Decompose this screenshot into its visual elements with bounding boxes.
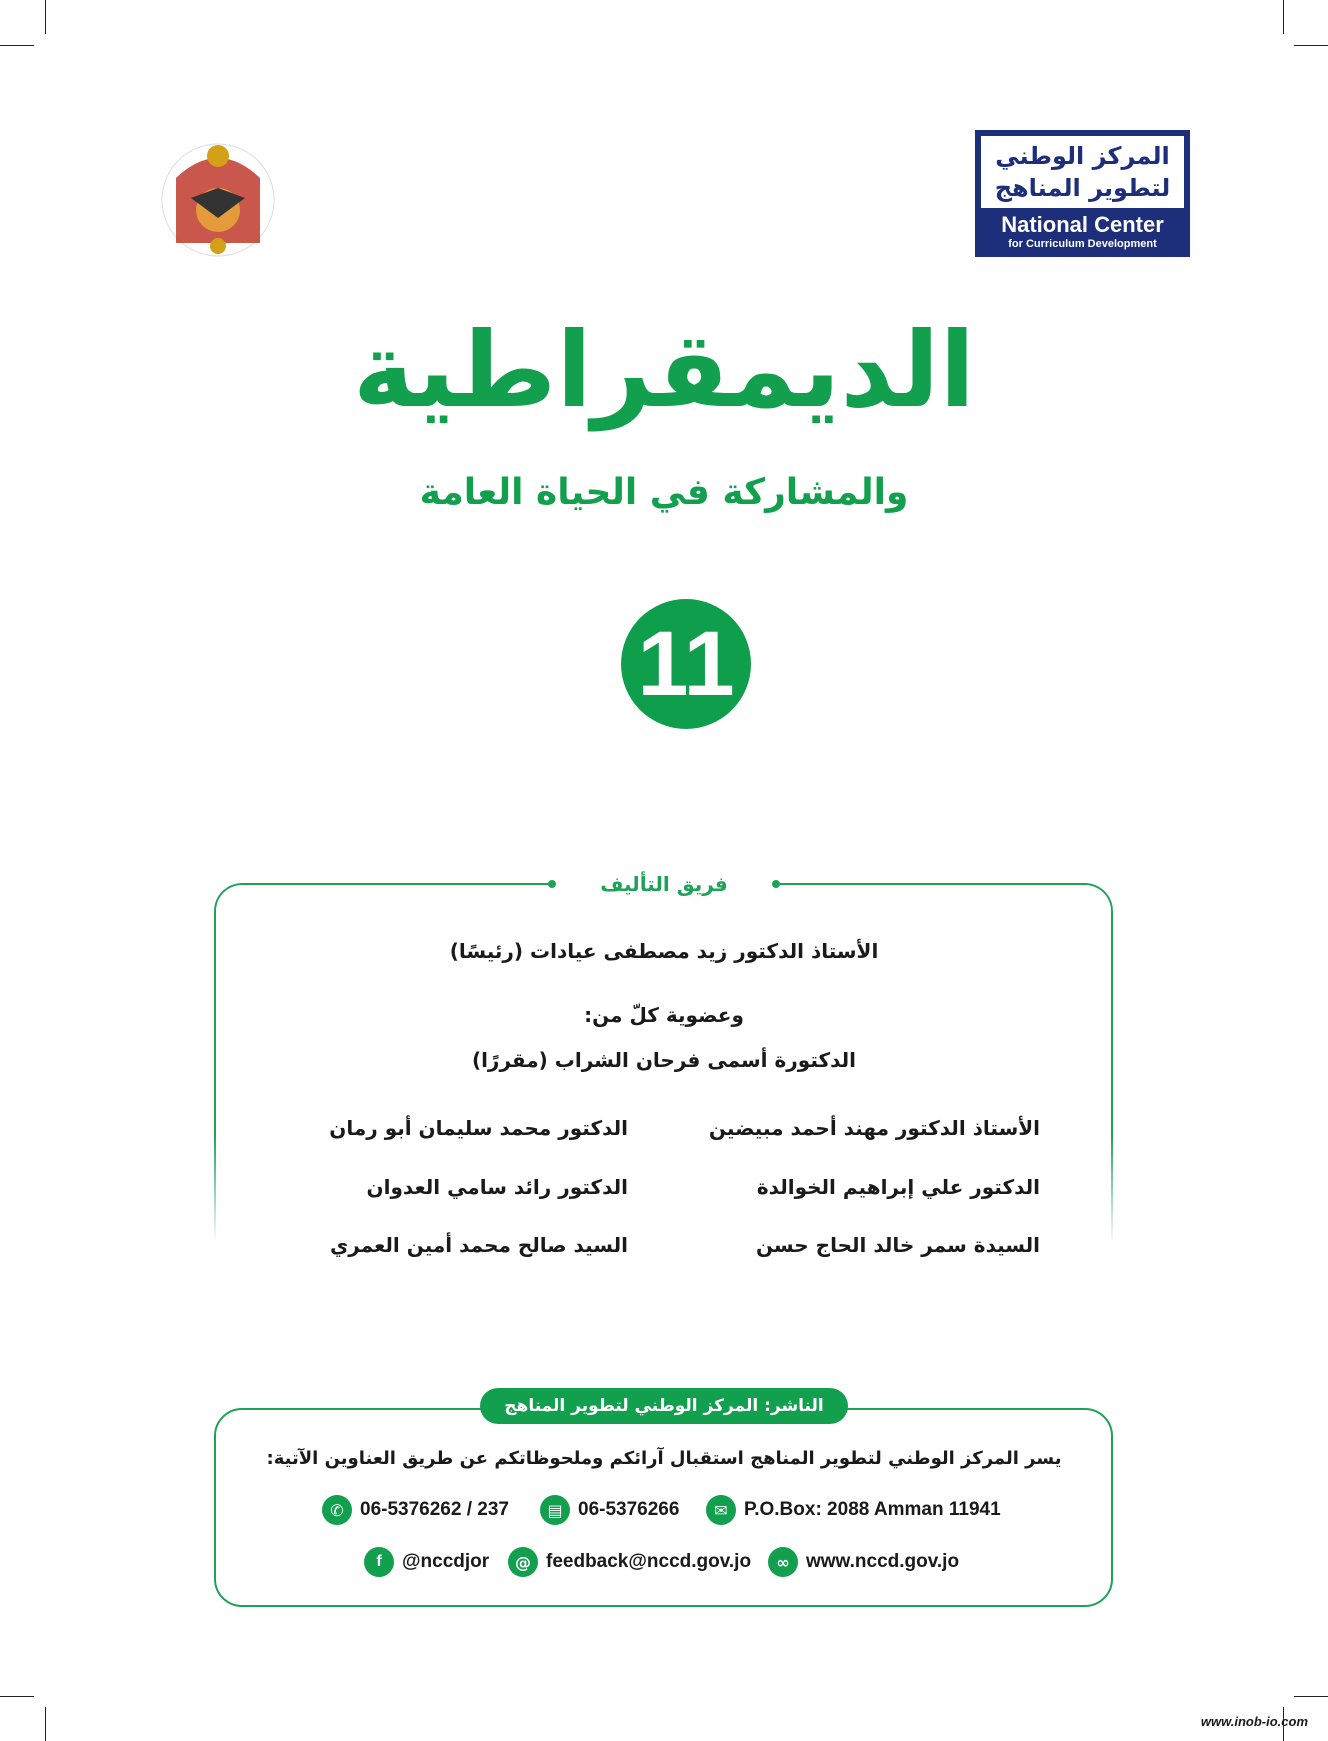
- contact-fax: [540, 1495, 679, 1525]
- contact-email[interactable]: [508, 1547, 751, 1577]
- email-link[interactable]: feedback@nccd.gov.jo: [546, 1551, 752, 1572]
- author-name: السيدة سمر خالد الحاج حسن: [755, 1233, 1040, 1257]
- contact-website[interactable]: [768, 1547, 959, 1577]
- author-name: السيد صالح محمد أمين العمري: [329, 1233, 628, 1257]
- link-icon: ∞: [768, 1547, 798, 1577]
- website-link[interactable]: www.nccd.gov.jo: [806, 1551, 960, 1572]
- contact-pobox: [706, 1495, 1001, 1525]
- mail-icon: ✉: [706, 1495, 736, 1525]
- contact-facebook[interactable]: [364, 1547, 489, 1577]
- author-name: الدكتور رائد سامي العدوان: [366, 1175, 628, 1199]
- crop-mark: [1283, 0, 1284, 34]
- contact-phone: [322, 1495, 509, 1525]
- crop-mark: [1294, 45, 1328, 46]
- author-chair: الأستاذ الدكتور زيد مصطفى عيادات (رئيسًا): [449, 939, 879, 963]
- watermark: www.inob-io.com: [1200, 1714, 1308, 1729]
- nccd-logo-english: National Center: [1001, 212, 1164, 237]
- grade-badge: 11: [621, 599, 751, 729]
- nccd-logo: [975, 130, 1190, 257]
- authors-label: فريق التأليف: [600, 872, 728, 896]
- at-icon: @: [508, 1547, 538, 1577]
- phone-icon: ✆: [322, 1495, 352, 1525]
- book-title: الديمقراطية: [352, 309, 976, 431]
- fax-text: 06-5376266: [578, 1499, 680, 1520]
- author-name: الأستاذ الدكتور مهند أحمد مبيضين: [708, 1116, 1040, 1140]
- pobox-text: P.O.Box: 2088 Amman 11941: [744, 1499, 1001, 1520]
- fax-icon: ▤: [540, 1495, 570, 1525]
- crop-mark: [0, 45, 34, 46]
- author-name: الدكتور علي إبراهيم الخوالدة: [756, 1175, 1040, 1199]
- nccd-logo-english-sub: for Curriculum Development: [1008, 238, 1157, 250]
- phone-text: 06-5376262 / 237: [360, 1499, 509, 1520]
- authors-label-wrap: [548, 872, 780, 896]
- ministry-crest-logo: [136, 118, 300, 282]
- crop-mark: [1294, 1696, 1328, 1697]
- book-subtitle: والمشاركة في الحياة العامة: [419, 472, 909, 513]
- author-rapporteur: الدكتورة أسمى فرحان الشراب (مقررًا): [471, 1048, 857, 1072]
- facebook-link[interactable]: @nccdjor: [402, 1551, 490, 1572]
- nccd-logo-arabic: المركز الوطني لتطوير المناهج: [981, 136, 1184, 208]
- crop-mark: [45, 0, 46, 34]
- publisher-intro: يسر المركز الوطني لتطوير المناهج استقبال آرائكم وملحوظاتكم عن طريق العناوين الآتية:: [266, 1448, 1062, 1469]
- publisher-label: الناشر: المركز الوطني لتطوير المناهج: [480, 1388, 847, 1424]
- author-name: الدكتور محمد سليمان أبو رمان: [329, 1116, 628, 1140]
- facebook-icon: f: [364, 1547, 394, 1577]
- crop-mark: [45, 1707, 46, 1741]
- crop-mark: [0, 1696, 34, 1697]
- members-intro: وعضوية كلّ من:: [584, 1003, 744, 1027]
